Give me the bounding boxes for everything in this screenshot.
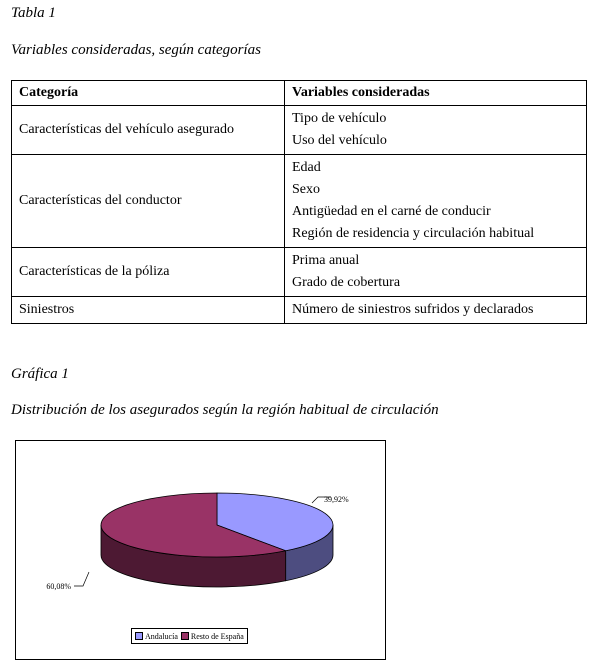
chart-legend bbox=[131, 628, 248, 644]
pie-chart-canvas bbox=[16, 441, 385, 659]
figure-title: Distribución de los asegurados según la región habitual de circulación bbox=[11, 402, 439, 418]
variable-item: Edad bbox=[292, 160, 321, 175]
data-label-leader bbox=[74, 572, 89, 586]
variable-item: Prima anual bbox=[292, 253, 360, 268]
variables-cell bbox=[285, 155, 587, 248]
table-row bbox=[12, 297, 587, 324]
variables-cell bbox=[285, 106, 587, 155]
variables-cell bbox=[285, 297, 587, 324]
variable-item: Sexo bbox=[292, 182, 320, 197]
pie-chart bbox=[15, 440, 386, 660]
table-row bbox=[12, 106, 587, 155]
variable-item: Antigüedad en el carné de conducir bbox=[292, 204, 491, 219]
table-row bbox=[12, 248, 587, 297]
data-label: 60,08% bbox=[46, 582, 71, 591]
variable-item: Tipo de vehículo bbox=[292, 111, 387, 126]
legend-label: Resto de España bbox=[190, 631, 244, 641]
table-number: Tabla 1 bbox=[11, 5, 56, 21]
figure-number: Gráfica 1 bbox=[11, 366, 69, 382]
table-row bbox=[12, 155, 587, 248]
legend-swatch bbox=[181, 632, 189, 640]
variables-table bbox=[11, 80, 587, 324]
legend-swatch bbox=[135, 632, 143, 640]
data-label: 39,92% bbox=[324, 495, 349, 504]
category-cell: Características del conductor bbox=[12, 155, 285, 248]
variable-item: Número de siniestros sufridos y declarados bbox=[292, 302, 534, 317]
category-cell: Características de la póliza bbox=[12, 248, 285, 297]
variable-item: Grado de cobertura bbox=[292, 275, 401, 290]
category-cell: Siniestros bbox=[12, 297, 285, 324]
variables-cell bbox=[285, 248, 587, 297]
legend-item bbox=[181, 632, 244, 641]
category-cell: Características del vehículo asegurado bbox=[12, 106, 285, 155]
table-title: Variables consideradas, según categorías bbox=[11, 42, 261, 58]
legend-label: Andalucía bbox=[145, 631, 178, 641]
header-variables: Variables consideradas bbox=[285, 81, 587, 106]
variable-item: Región de residencia y circulación habitual bbox=[292, 226, 535, 241]
table-header-row bbox=[12, 81, 587, 106]
variable-item: Uso del vehículo bbox=[292, 133, 387, 148]
legend-item bbox=[135, 632, 178, 641]
header-category: Categoría bbox=[12, 81, 285, 106]
